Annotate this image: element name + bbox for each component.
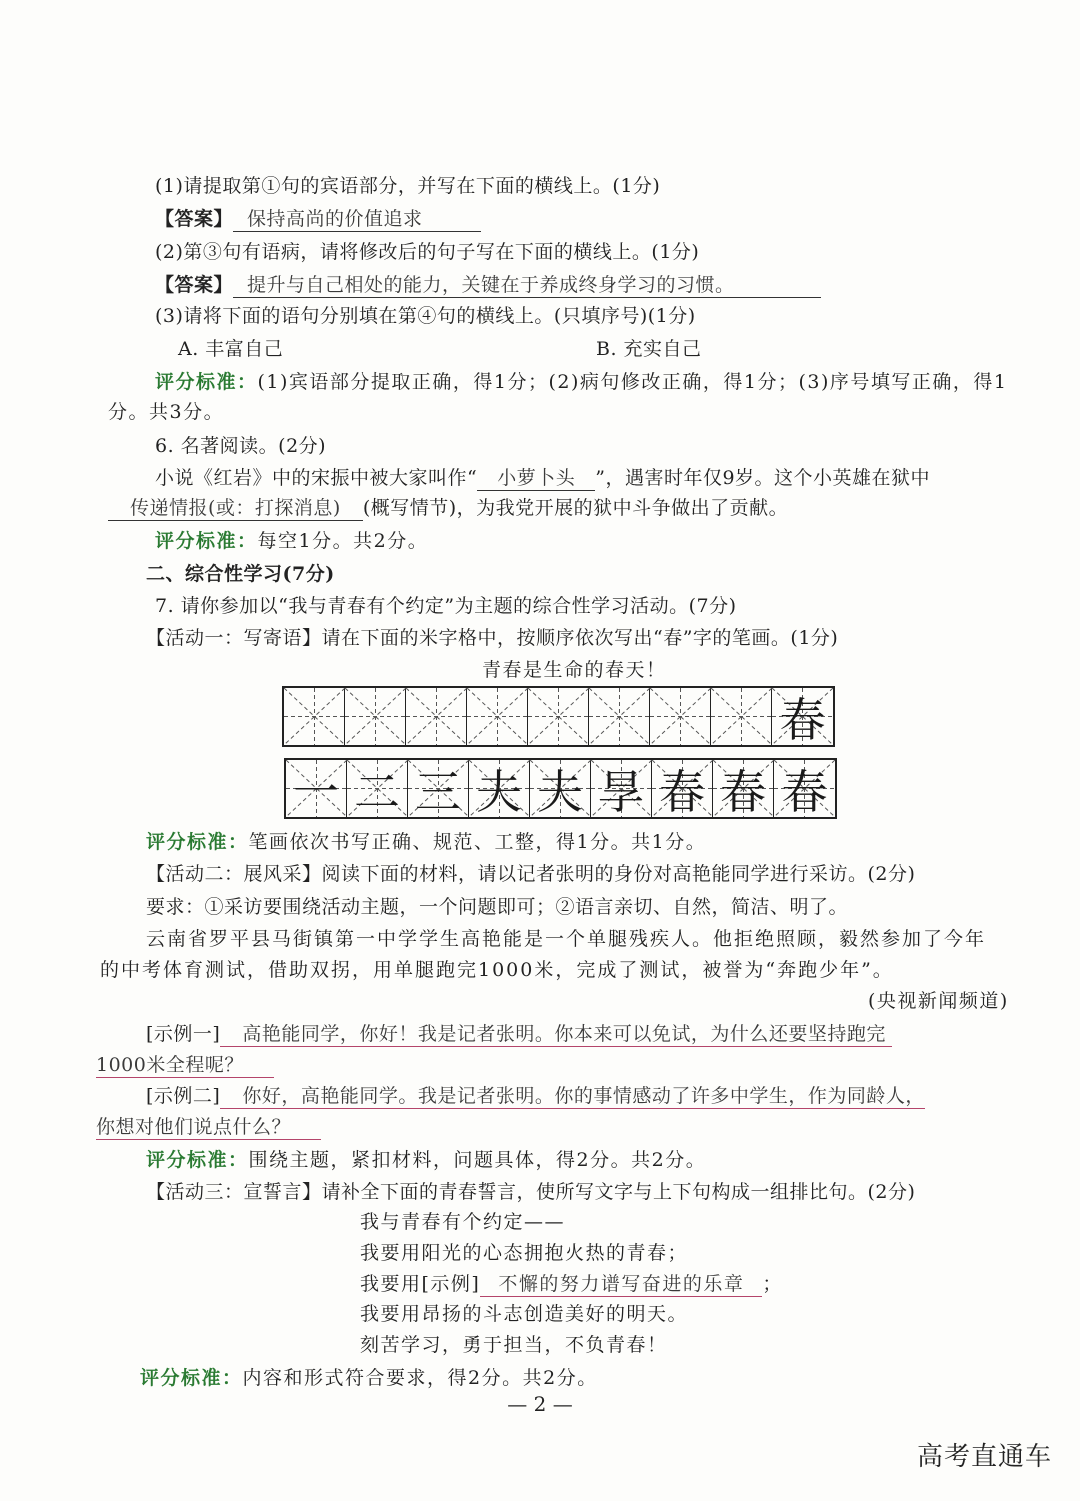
q6-text-after: (概写情节)，为我党开展的狱中斗争做出了贡献。 [362,497,789,519]
answer-blank [233,273,821,298]
mizi-guide-lines [406,688,467,745]
option-a: A. 丰富自己 [178,338,284,360]
mizi-cell [589,688,650,745]
page-number: — 2 — [507,1392,573,1416]
mizi-cell [347,760,408,817]
mizi-cell [286,760,347,817]
activity1: 【活动一：写寄语】请在下面的米字格中，按顺序依次写出“春”字的笔画。(1分) [146,627,839,649]
q6-text-mid: ”，遇害时年仅9岁。这个小英雄在狱中 [595,467,931,489]
mizi-guide-lines [589,688,650,745]
example2-text-2: 你想对他们说点什么？ [96,1116,292,1138]
mizi-cell [652,760,713,817]
stroke-char: 春 [779,692,826,747]
example1-blank-2 [96,1053,274,1078]
mizi-cell [591,760,652,817]
q5-sub1-answer-row [155,205,481,233]
q6-scoring [155,527,428,555]
stroke-char: 夫 [537,764,583,819]
example1-row1 [146,1020,892,1048]
example2-label: [示例二] [146,1085,221,1107]
q5-sub2-answer-row [155,271,821,299]
stroke-char: 三 [415,764,461,819]
mizi-cell [406,688,467,745]
mizi-guide-lines [467,688,528,745]
material-line1: 云南省罗平县马街镇第一中学学生高艳能是一个单腿残疾人。他拒绝照顾，毅然参加了今年 [146,928,987,950]
mizi-cell [528,688,589,745]
example1-label: [示例一] [146,1023,221,1045]
watermark-text: 高考直通车 [916,1442,1052,1472]
act2-scoring [146,1146,706,1174]
activity3: 【活动三：宣誓言】请补全下面的青春誓言，使所写文字与上下句构成一组排比句。(2分) [146,1181,916,1203]
q6-text-before: 小说《红岩》中的宋振中被大家叫作“ [155,467,478,489]
q5-sub1-answer: 保持高尚的价值追求 [247,208,423,230]
stroke-char: 春 [659,764,705,819]
scoring-label: 评分标准： [155,371,258,393]
example1-text-1: 高艳能同学，你好！我是记者张明。你本来可以免试，为什么还要坚持跑完 [242,1023,886,1045]
q6-text-row2 [108,494,788,522]
mizi-cell [467,688,528,745]
mizi-cell [774,760,835,817]
stroke-char: 㫗 [598,764,644,819]
act1-scoring-text: 笔画依次书写正确、规范、工整，得1分。共1分。 [248,831,707,853]
option-b: B. 充实自己 [596,338,702,360]
oath-line3-suffix: ； [762,1273,783,1295]
scoring-label: 评分标准： [155,530,258,552]
q6-scoring-text: 每空1分。共2分。 [257,530,429,552]
example2-text-1: 你好，高艳能同学。我是记者张明。你的事情感动了许多中学生，作为同龄人， [242,1085,925,1107]
mizi-guide-lines [711,688,772,745]
mizi-guide-lines [284,688,345,745]
scoring-label: 评分标准： [146,1149,249,1171]
section2-title: 二、综合性学习(7分) [146,563,335,585]
q6-text-row1 [155,464,930,492]
stroke-char: 春 [720,764,766,819]
mizi-cell [713,760,774,817]
oath-blank-text: 不懈的努力谱写奋进的乐章 [498,1273,745,1295]
oath-line3-prefix: 我要用[示例] [360,1273,481,1295]
mizi-cell [711,688,772,745]
oath-line2: 我要用阳光的心态拥抱火热的青春； [360,1242,689,1264]
answer-blank [233,207,481,232]
material-line2: 的中考体育测试，借助双拐，用单腿跑完1000米，完成了测试，被誉为“奔跑少年”。 [100,959,894,981]
q6-blank2-line [108,496,363,521]
oath-line4: 我要用昂扬的斗志创造美好的明天。 [360,1303,689,1325]
act1-scoring [146,828,706,856]
oath-line5: 刻苦学习，勇于担当，不负青春！ [360,1334,668,1356]
stroke-char: 二 [354,764,400,819]
oath-line1: 我与青春有个约定—— [360,1211,566,1233]
q5-sub2-answer: 提升与自己相处的能力，关键在于养成终身学习的习惯。 [247,274,735,296]
mizi-cell [772,688,833,745]
stroke-char: 夫 [476,764,522,819]
slogan: 青春是生命的春天！ [482,659,667,681]
example2-blank-2 [96,1115,321,1140]
q5-sub2-question: (2)第③句有语病，请将修改后的句子写在下面的横线上。(1分) [155,241,700,263]
act3-scoring-text: 内容和形式符合要求，得2分。共2分。 [242,1367,598,1389]
q6-title: 6. 名著阅读。(2分) [155,435,327,457]
material-source: (央视新闻频道) [868,990,1009,1012]
q5-sub1-question: (1)请提取第①句的宾语部分，并写在下面的横线上。(1分) [155,175,661,197]
q6-blank1-line [477,466,595,491]
example2-row2 [96,1113,321,1141]
mizi-guide-lines [650,688,711,745]
activity2: 【活动二：展风采】阅读下面的材料，请以记者张明的身份对高艳能同学进行采访。(2分) [146,863,916,885]
stroke-char: 一 [293,764,339,819]
q6-blank2: 传递情报(或：打探消息) [130,497,341,519]
example2-blank [220,1084,925,1109]
q5-sub3-question: (3)请将下面的语句分别填在第④句的横线上。(只填序号)(1分) [155,305,696,327]
example1-text-2: 1000米全程呢？ [96,1054,244,1076]
mizi-guide-lines [345,688,406,745]
mizi-cell [469,760,530,817]
mizi-cell [284,688,345,745]
example2-row1 [146,1082,925,1110]
mizi-guide-lines [528,688,589,745]
mizi-grid-top-row [282,686,835,747]
mizi-cell [530,760,591,817]
scoring-label: 评分标准： [146,831,249,853]
mizi-cell [650,688,711,745]
activity2-requirements: 要求：①采访要围绕活动主题，一个问题即可；②语言亲切、自然，简洁、明了。 [146,896,849,918]
q5-scoring-line2: 分。共3分。 [108,401,225,423]
oath-blank [480,1272,762,1297]
q6-blank1: 小萝卜头 [497,467,576,489]
q5-scoring-line1: (1)宾语部分提取正确，得1分；(2)病句修改正确，得1分；(3)序号填写正确，得1 [257,371,1008,393]
act2-scoring-text: 围绕主题，紧扣材料，问题具体，得2分。共2分。 [248,1149,707,1171]
answer-tag: 【答案】 [155,274,234,296]
act3-scoring [140,1364,598,1392]
oath-line3 [360,1270,783,1298]
mizi-cell [408,760,469,817]
stroke-char: 春 [781,764,828,819]
mizi-grid-stroke-row [284,758,837,819]
example1-row2 [96,1051,274,1079]
answer-tag: 【答案】 [155,208,234,230]
scoring-label: 评分标准： [140,1367,243,1389]
q5-scoring [155,368,1008,396]
q7-title: 7. 请你参加以“我与青春有个约定”为主题的综合性学习活动。(7分) [155,595,737,617]
example1-blank [220,1022,892,1047]
mizi-cell [345,688,406,745]
